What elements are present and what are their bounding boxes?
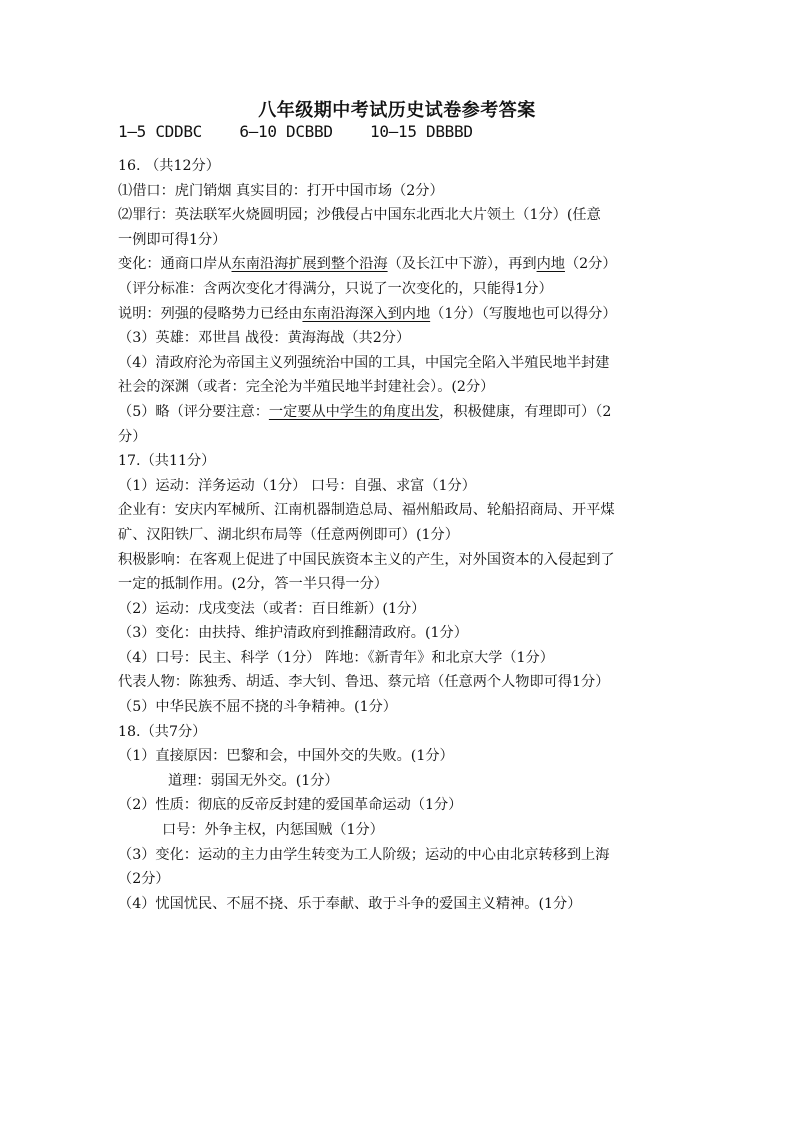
text-segment: ，积极健康，有理即可）（2 — [439, 403, 612, 420]
q17-line: （3）变化：由扶持、维护清政府到推翻清政府。(1分） — [118, 625, 468, 642]
answer-body — [118, 154, 684, 916]
q16-line: （评分标准：含两次变化才得满分，只说了一次变化的，只能得1分） — [118, 280, 553, 297]
q18-line: （2分） — [118, 871, 170, 888]
q17-line: （1）运动：洋务运动（1分） 口号：自强、求富（1分） — [118, 477, 476, 494]
page-title: 八年级期中考试历史试卷参考答案 — [258, 100, 536, 121]
q16-line: 社会的深渊（或者：完全沦为半殖民地半封建社会）。(2分） — [118, 379, 495, 396]
q18-line: 道理：弱国无外交。(1分） — [168, 772, 339, 789]
underlined-text: 内地 — [536, 256, 565, 273]
q18-line: （2）性质：彻底的反帝反封建的爱国革命运动（1分） — [118, 797, 463, 814]
q18-line: （3）变化：运动的主力由学生转变为工人阶级；运动的中心由北京转移到上海 — [118, 846, 610, 863]
text-segment: （2分） — [564, 256, 617, 273]
q17-line: 企业有：安庆内军械所、江南机器制造总局、福州船政局、轮船招商局、开平煤 — [118, 502, 615, 519]
q18-line: （4）忧国忧民、不屈不挠、乐于奉献、敢于斗争的爱国主义精神。(1分） — [118, 895, 582, 912]
q17-line: 一定的抵制作用。(2分，答一半只得一分） — [118, 576, 388, 593]
q17-line: 代表人物：陈独秀、胡适、李大钊、鲁迅、蔡元培（任意两个人物即可得1分） — [118, 674, 610, 691]
q17-header: 17.（共11分） — [118, 453, 216, 470]
q16-line — [118, 252, 684, 277]
text-segment: （1分）（写腹地也可以得分） — [430, 305, 617, 322]
text-segment: 说明：列强的侵略势力已经由 — [118, 305, 303, 322]
q17-line: （4）口号：民主、科学（1分） 阵地：《新青年》和北京大学（1分） — [118, 649, 554, 666]
q16-line: 分） — [118, 428, 147, 445]
text-segment: 变化：通商口岸从 — [118, 256, 232, 273]
text-segment: （及长江中下游），再到 — [387, 256, 537, 273]
q18-line: 口号：外争主权，内惩国贼（1分） — [162, 822, 384, 839]
q16-line: ⑵罪行：英法联军火烧圆明园；沙俄侵占中国东北西北大片领土（1分）(任意 — [118, 207, 601, 224]
underlined-text: 一定要从中学生的角度出发 — [268, 403, 440, 420]
q18-header: 18.（共7分） — [118, 723, 207, 740]
q17-line: 积极影响：在客观上促进了中国民族资本主义的产生，对外国资本的入侵起到了 — [118, 551, 615, 568]
text-segment: （5）略（评分要注意： — [118, 403, 269, 420]
underlined-text: 东南沿海扩展到整个沿海 — [231, 256, 388, 273]
q17-line: （5）中华民族不屈不挠的斗争精神。(1分） — [118, 699, 397, 716]
q17-line: （2）运动：戊戌变法（或者：百日维新）(1分） — [118, 600, 426, 617]
q16-line — [118, 302, 684, 327]
q16-line: （4）清政府沦为帝国主义列强统治中国的工具，中国完全陷入半殖民地半封建 — [118, 354, 610, 371]
q16-line: （3）英雄：邓世昌 战役：黄海海战（共2分） — [118, 330, 411, 347]
multiple-choice-answers: 1—5 CDDBC 6—10 DCBBD 10—15 DBBBD — [118, 122, 473, 141]
q17-line: 矿、汉阳铁厂、湖北织布局等（任意两例即可）(1分） — [118, 526, 459, 543]
q16-line: 一例即可得1分） — [118, 231, 227, 248]
q16-line: ⑴借口：虎门销烟 真实目的：打开中国市场（2分） — [118, 182, 444, 199]
q16-header: 16. （共12分） — [118, 158, 220, 174]
underlined-text: 东南沿海深入到内地 — [302, 305, 431, 322]
q16-line — [118, 400, 684, 425]
q18-line: （1）直接原因：巴黎和会，中国外交的失败。(1分） — [118, 748, 454, 765]
